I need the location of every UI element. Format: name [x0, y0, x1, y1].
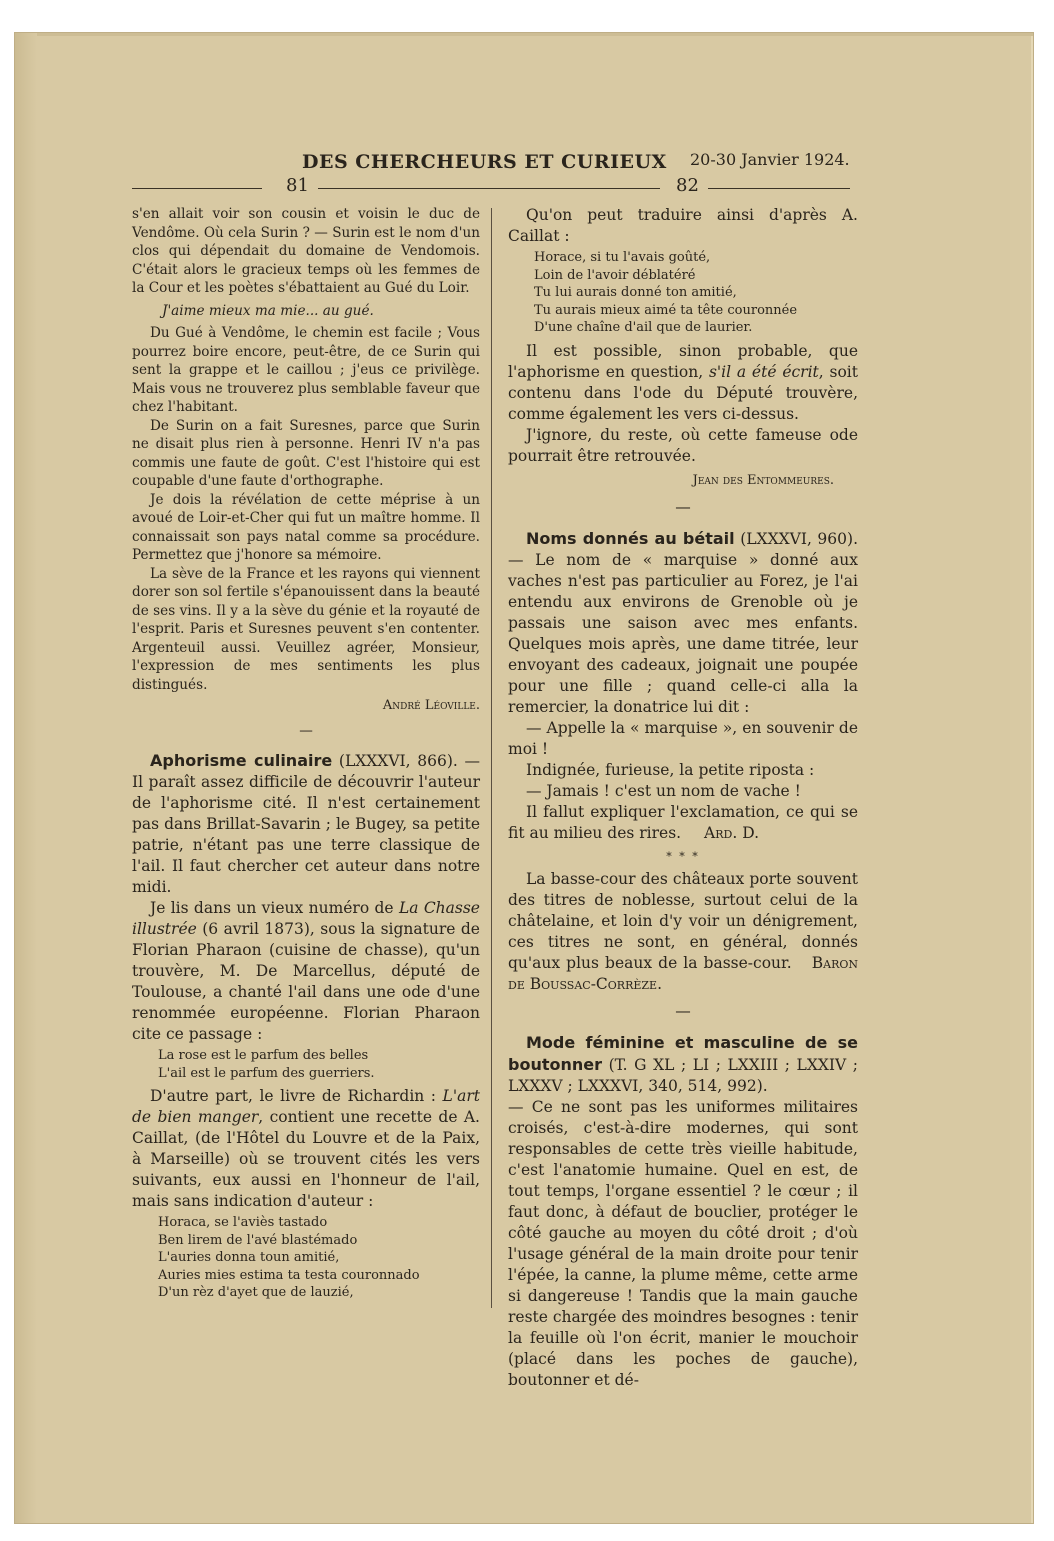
section-ref-betail: (LXXXVI, 960). [740, 529, 858, 548]
section-stars: * * * [666, 849, 700, 863]
aphorisme-paragraph [132, 750, 480, 898]
right-column [508, 205, 858, 1391]
chasse-text-a: Je lis dans un vieux numéro de [150, 899, 394, 917]
header-rule-left-a [132, 188, 262, 189]
chasse-paragraph [132, 898, 480, 1045]
signature-leoville: André Léoville. [382, 698, 480, 713]
richardin-paragraph [132, 1086, 480, 1212]
right-paragraph: — Appelle la « marquise », en souvenir de moi ! [508, 718, 858, 758]
right-paragraph [508, 802, 858, 844]
betail-text: — Le nom de « marquise » donné aux vaches n'est pas particulier au Forez, je l'ai entendu aux environs de Grenoble où je passais une saison avec mes enfants. Quelques mois après, une dame titrée, leur envoyant des cadeaux, joignait une poupée pour une fille ; quand celle-ci alla la remercier, la donatrice lui dit : [508, 550, 858, 716]
left-paragraph: Du Gué à Vendôme, le chemin est facile ; Vous pourrez boire encore, peut-être, de ce Surin qui sent la grappe et le caillou ; j'eus ce privilège. Mais vous ne trouverez plus semblable faveur que chez l'habitant. [132, 325, 480, 415]
page-number-left: 81 [286, 175, 309, 196]
signature-boussac: Baron de Boussac-Corrèze. [508, 953, 858, 993]
betail-paragraph [508, 528, 858, 718]
chasse-title: La Chasse illustrée [132, 899, 480, 938]
aphorisme-text: — Il paraît assez difficile de découvrir l'auteur de l'aphorisme cité. Il n'est certainement pas dans Brillat-Savarin ; le Bugey, sa petite patrie, n'étant pas une terre classique de l'ail. Il faut chercher cet auteur dans notre midi. [132, 752, 480, 896]
left-quote-text: J'aime mieux ma mie... au gué. [162, 302, 374, 319]
left-paragraph: La sève de la France et les rayons qui viennent dorer son sol fertile s'épanouissent dans la beauté de ses vins. Il y a la sève du génie et la royauté de l'esprit. Paris et Suresnes peuvent s'en contenter. Argenteuil aussi. Veuillez agréer, Monsieur, l'expression de mes sentiments les plus distingués. [132, 565, 480, 693]
verse-line: Horace, si tu l'avais goûté, [534, 250, 711, 265]
left-paragraph: Je dois la révélation de cette méprise à un avoué de Loir-et-Cher qui fut un maître homme. Il connaissait son pays natal comme sa procédure. Permettez que j'honore sa mémoire. [132, 491, 480, 563]
signature-entommeures: Jean des Entommeures. [692, 472, 834, 488]
verse-line: Tu aurais mieux aimé ta tête couronnée [534, 302, 798, 318]
right-paragraph: J'ignore, du reste, où cette fameuse ode pourrait être retrouvée. [508, 425, 858, 465]
mode-paragraph [508, 1032, 858, 1097]
verse-line: Tu lui aurais donné ton amitié, [534, 285, 737, 300]
issue-date: 20-30 Janvier 1924. [690, 150, 850, 169]
section-ref-aphorisme: (LXXXVI, 866). [338, 752, 458, 770]
aphorisme-section [132, 750, 480, 1045]
right-paragraph: Indignée, furieuse, la petite riposta : [526, 760, 815, 779]
section-dash: — [299, 722, 313, 739]
verse-line: L'auries donna toun amitié, [158, 1250, 340, 1265]
richardin-text-b: , contient une recette de A. Caillat, (de l'Hôtel du Louvre et de la Paix, à Marseille) où se trouvent cités les vers suivants, eux aussi en l'honneur de l'ail, mais sans indication d'auteur : [132, 1108, 480, 1210]
mode-text: — Ce ne sont pas les uniformes militaires croisés, c'est-à-dire modernes, qui sont responsables de cette très vieille habitude, c'est l'anatomie humaine. Quel en est, de tout temps, l'organe essentiel ? le cœur ; il faut donc, à défaut de bouclier, protéger le côté gauche au moyen du côté droit ; d'où l'usage général de la main droite pour tenir l'épée, la canne, la plume même, cette arme si dangereuse ! Tandis que la main gauche reste chargée des moindres besognes : tenir la feuille où l'on écrit, manier le mouchoir (placé dans les poches de gauche), boutonner et dé- [508, 1097, 858, 1389]
verse-line: Loin de l'avoir déblatéré [534, 267, 696, 283]
header-rule-right [708, 188, 850, 189]
left-paragraph: s'en allait voir son cousin et voisin le duc de Vendôme. Où cela Surin ? — Surin est le nom d'un clos qui dépendait du domaine de Vendomois. C'était alors le gracieux temps où les femmes de la Cour et les poètes s'ébattaient au Gué du Loir. [132, 206, 480, 296]
verse-block-3 [534, 249, 858, 337]
richardin-section [132, 1086, 480, 1212]
right-paragraph: — Jamais ! c'est un nom de vache ! [526, 781, 801, 800]
column-divider [491, 208, 492, 1308]
verse-block-2 [158, 1214, 480, 1302]
header-rule-left-b [318, 188, 660, 189]
verse-block-1 [158, 1047, 480, 1082]
right-text-a: Il est possible, sinon probable, que l'aphorisme en question, [508, 341, 858, 381]
verse-line: Auries mies estima ta testa couronnado [158, 1267, 420, 1283]
verse-line: L'ail est le parfum des guerriers. [158, 1065, 375, 1081]
left-quote [132, 302, 480, 321]
section-heading-aphorisme: Aphorisme culinaire [150, 751, 333, 770]
right-italic: s'il a été écrit [708, 362, 819, 381]
section-heading-betail: Noms donnés au bétail [526, 528, 735, 548]
right-paragraph [508, 869, 858, 995]
chasse-text-b: (6 avril 1873), sous la signature de Florian Pharaon (cuisine de chasse), qu'un trouvère, M. De Marcellus, député de Toulouse, a chanté l'ail dans une ode d'une renommée européenne. Florian Pharaon cite ce passage : [132, 920, 480, 1043]
verse-line: Horaca, se l'aviès tastado [158, 1215, 328, 1230]
section-dash: — [675, 1001, 691, 1020]
right-paragraph: Qu'on peut traduire ainsi d'après A. Caillat : [508, 206, 858, 245]
basse-cour-text: La basse-cour des châteaux porte souvent des titres de noblesse, surtout celui de la châtelaine, et loin d'y voir un dénigrement, ces titres ne sont, en général, donnés qu'aux plus beaux de la basse-cour. [508, 869, 858, 972]
verse-line: D'une chaîne d'ail que de laurier. [534, 320, 753, 335]
verse-line: Ben lirem de l'avé blastémado [158, 1232, 358, 1248]
section-ref-mode: (T. G XL ; LI ; LXXIII ; LXXIV ; LXXXV ; LXXXVI, 340, 514, 992). [508, 1055, 858, 1095]
page-number-right: 82 [676, 175, 699, 196]
verse-line: La rose est le parfum des belles [158, 1048, 369, 1063]
signature-ard: Ard. D. [704, 823, 759, 842]
rires-text: Il fallut expliquer l'exclamation, ce qui se fit au milieu des rires. [508, 802, 858, 842]
richardin-title: L'art de bien manger [132, 1087, 480, 1126]
journal-title: DES CHERCHEURS ET CURIEUX [302, 151, 667, 173]
richardin-text-a: D'autre part, le livre de Richardin : [150, 1087, 437, 1105]
left-column [132, 205, 480, 1306]
section-heading-mode: Mode féminine et masculine de se boutonner [508, 1032, 858, 1074]
section-dash: — [675, 497, 691, 516]
verse-line: D'un rèz d'ayet que de lauzié, [158, 1285, 354, 1300]
left-paragraph: De Surin on a fait Suresnes, parce que Surin ne disait plus rien à personne. Henri IV n'a pas commis une faute de goût. C'est l'histoire qui est coupable d'une faute d'orthographe. [132, 417, 480, 489]
right-paragraph [508, 341, 858, 425]
right-text-b: , soit contenu dans l'ode du Député trouvère, comme également les vers ci-dessus. [508, 362, 858, 423]
